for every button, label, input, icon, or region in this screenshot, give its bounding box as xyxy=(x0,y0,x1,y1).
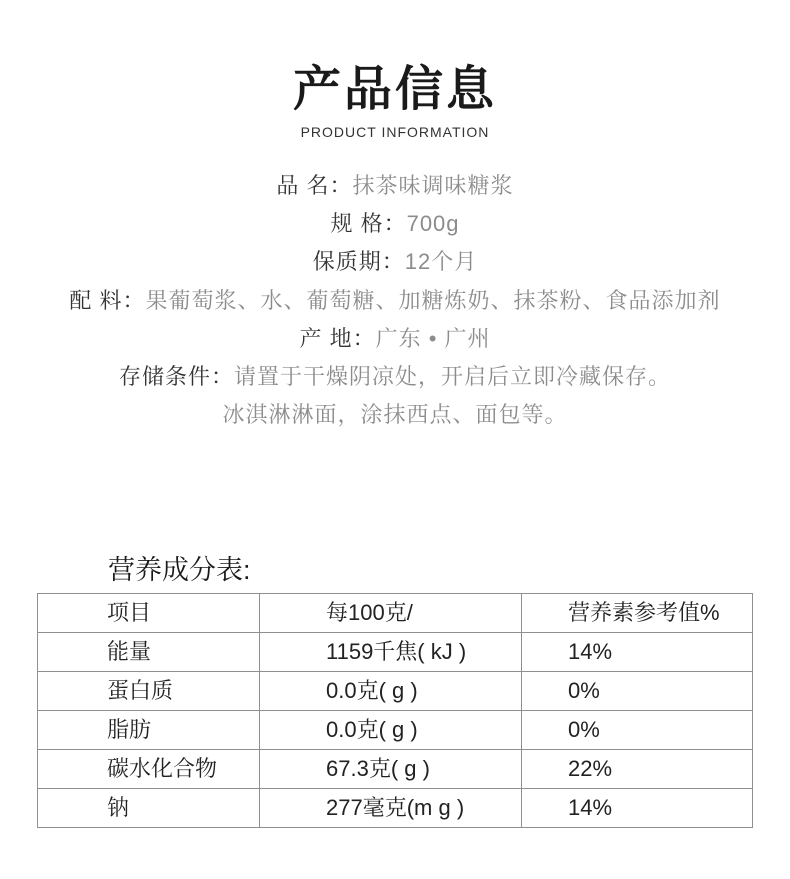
nutrient-amount: 1159千焦( kJ ) xyxy=(260,633,522,672)
page-subtitle: PRODUCT INFORMATION xyxy=(300,124,490,140)
nutrition-header-row xyxy=(38,594,753,633)
nutrition-table-title: 营养成分表: xyxy=(108,555,251,585)
nutrient-name: 钠 xyxy=(38,789,260,828)
nutrient-name: 能量 xyxy=(38,633,260,672)
product-info-list xyxy=(0,167,790,434)
storage-value-line2: 冰淇淋淋面，涂抹西点、面包等。 xyxy=(222,402,568,428)
nutrient-nrv: 14% xyxy=(522,633,753,672)
nutrition-row-fat xyxy=(38,711,753,750)
ingredients-value: 果葡萄浆、水、葡萄糖、加糖炼奶、抹茶粉、食品添加剂 xyxy=(145,287,721,313)
nutrient-amount: 0.0克( g ) xyxy=(260,711,522,750)
info-line-storage xyxy=(0,358,790,396)
header-per-100g: 每100克/ xyxy=(260,594,522,633)
ingredients-label: 配 料： xyxy=(69,287,146,313)
page-title: 产品信息 xyxy=(292,63,497,116)
nutrient-nrv: 22% xyxy=(522,750,753,789)
nutrition-row-carbohydrate xyxy=(38,750,753,789)
nutrient-nrv: 14% xyxy=(522,789,753,828)
nutrition-row-protein xyxy=(38,672,753,711)
nutrient-amount: 277毫克(m g ) xyxy=(260,789,522,828)
nutrition-table xyxy=(37,593,753,828)
nutrient-name: 碳水化合物 xyxy=(38,750,260,789)
spec-label: 规 格： xyxy=(330,211,407,237)
product-name-value: 抹茶味调味糖浆 xyxy=(352,173,514,198)
nutrient-amount: 0.0克( g ) xyxy=(260,672,522,711)
origin-value: 广东 • 广州 xyxy=(375,325,491,351)
header-nrv-percent: 营养素参考值% xyxy=(522,594,753,633)
nutrient-nrv: 0% xyxy=(522,711,753,750)
nutrition-row-sodium xyxy=(38,789,753,828)
info-line-origin xyxy=(0,320,790,358)
nutrient-amount: 67.3克( g ) xyxy=(260,750,522,789)
nutrient-name: 脂肪 xyxy=(38,711,260,750)
info-line-product-name xyxy=(0,167,790,205)
info-line-shelf-life xyxy=(0,243,790,281)
spec-value: 700g xyxy=(406,211,460,237)
header-item: 项目 xyxy=(38,594,260,633)
shelf-life-label: 保质期： xyxy=(312,249,405,275)
nutrition-row-energy xyxy=(38,633,753,672)
info-line-ingredients xyxy=(0,282,790,320)
info-line-storage-continued xyxy=(0,396,790,434)
shelf-life-value: 12个月 xyxy=(404,249,478,275)
origin-label: 产 地： xyxy=(299,325,376,351)
product-name-label: 品 名： xyxy=(276,173,353,198)
info-line-spec xyxy=(0,205,790,243)
storage-value: 请置于干燥阴凉处，开启后立即冷藏保存。 xyxy=(234,363,672,389)
storage-label: 存储条件： xyxy=(118,363,234,389)
nutrient-name: 蛋白质 xyxy=(38,672,260,711)
nutrient-nrv: 0% xyxy=(522,672,753,711)
